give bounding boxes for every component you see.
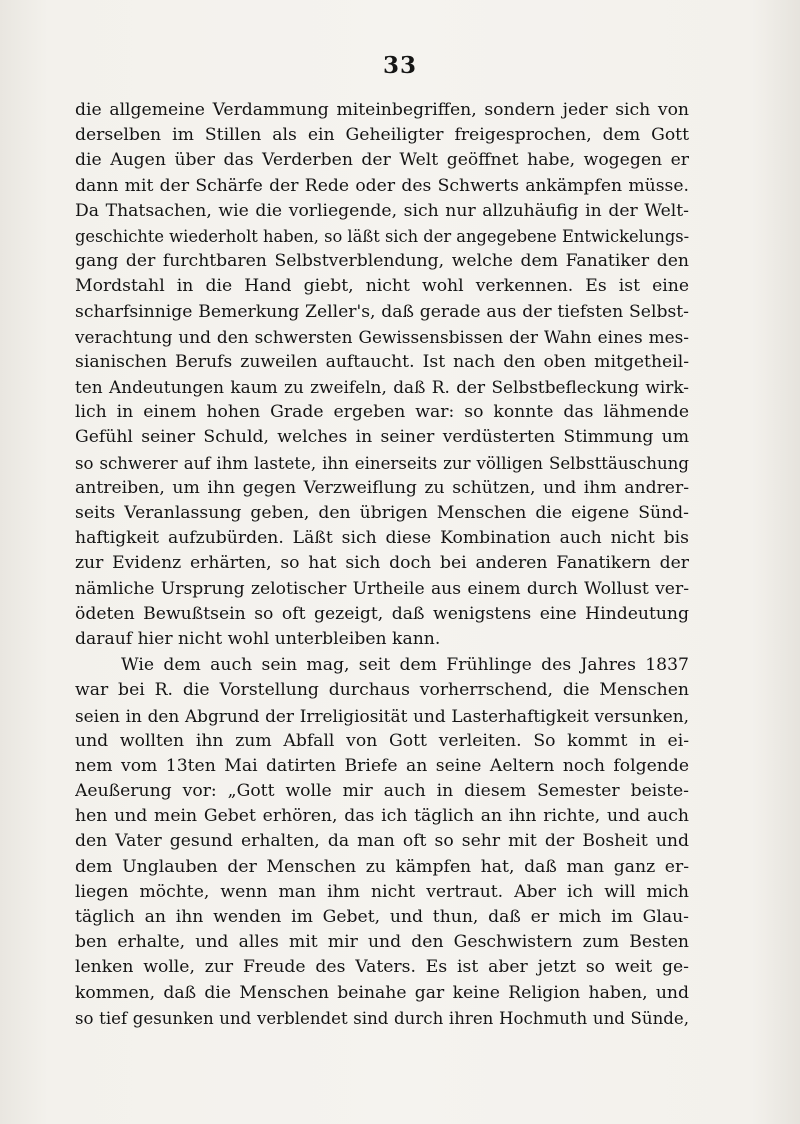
text-line: Mordstahl in die Hand giebt, nicht wohl verkennen. Es ist eine	[75, 276, 689, 297]
text-line: sianischen Berufs zuweilen auftaucht. Ist nach den oben mitgetheil-	[75, 351, 689, 372]
text-line: ödeten Bewußtsein so oft gezeigt, daß wenigstens eine Hindeutung	[75, 603, 689, 624]
text-line: derselben im Stillen als ein Geheiligter freigesprochen, dem Gott	[75, 125, 689, 146]
text-line: so tief gesunken und verblendet sind durch ihren Hochmuth und Sünde,	[75, 1008, 689, 1028]
text-line: hen und mein Gebet erhören, das ich täglich an ihn richte, und auch	[75, 806, 689, 827]
text-line: dem Unglauben der Menschen zu kämpfen hat, daß man ganz er-	[75, 856, 689, 877]
text-line: scharfsinnige Bemerkung Zeller's, daß gerade aus der tiefsten Selbst-	[75, 301, 689, 322]
text-line: den Vater gesund erhalten, da man oft so sehr mit der Bosheit und	[75, 831, 689, 852]
body-text	[75, 98, 689, 1031]
text-line: ben erhalte, und alles mit mir und den Geschwistern zum Besten	[75, 932, 689, 953]
text-line: seien in den Abgrund der Irreligiosität und Lasterhaftigkeit versunken,	[75, 705, 689, 726]
text-line: die allgemeine Verdammung miteinbegriffen, sondern jeder sich von	[75, 100, 689, 120]
text-line: seits Veranlassung geben, den übrigen Menschen die eigene Sünd-	[75, 503, 689, 523]
text-line: gang der furchtbaren Selbstverblendung, welche dem Fanatiker den	[75, 251, 689, 272]
text-line: Gefühl seiner Schuld, welches in seiner verdüsterten Stimmung um	[75, 427, 689, 448]
text-line: Wie dem auch sein mag, seit dem Frühlinge des Jahres 1837	[121, 655, 689, 676]
text-line: die Augen über das Verderben der Welt geöffnet habe, wogegen er	[75, 150, 689, 171]
text-line: ten Andeutungen kaum zu zweifeln, daß R. der Selbstbefleckung wirk-	[75, 377, 689, 398]
text-line: verachtung und den schwersten Gewissensbissen der Wahn eines mes-	[75, 326, 689, 347]
paragraph	[75, 98, 689, 652]
text-line: antreiben, um ihn gegen Verzweiflung zu schützen, und ihm andrer-	[75, 477, 689, 498]
text-line: lenken wolle, zur Freude des Vaters. Es ist aber jetzt so weit ge-	[75, 957, 689, 978]
text-line: nämliche Ursprung zelotischer Urtheile aus einem durch Wollust ver-	[75, 578, 689, 599]
text-line: lich in einem hohen Grade ergeben war: so konnte das lähmende	[75, 402, 689, 423]
text-line: haftigkeit aufzubürden. Läßt sich diese Kombination auch nicht bis	[75, 528, 689, 549]
text-line: nem vom 13ten Mai datirten Briefe an seine Aeltern noch folgende	[75, 755, 689, 776]
paragraph	[75, 653, 689, 1031]
text-line: darauf hier nicht wohl unterbleiben kann.	[75, 628, 441, 649]
text-line: geschichte wiederholt haben, so läßt sich der angegebene Entwickelungs-	[75, 226, 689, 246]
text-line: so schwerer auf ihm lastete, ihn einerseits zur völligen Selbsttäuschung	[75, 453, 689, 473]
text-line: dann mit der Schärfe der Rede oder des Schwerts ankämpfen müsse.	[75, 175, 689, 196]
text-line: Da Thatsachen, wie die vorliegende, sich nur allzuhäufig in der Welt-	[75, 200, 689, 221]
text-line: liegen möchte, wenn man ihm nicht vertraut. Aber ich will mich	[75, 881, 689, 902]
page-number: 33	[382, 52, 417, 79]
text-line: und wollten ihn zum Abfall von Gott verleiten. So kommt in ei-	[75, 730, 689, 751]
text-line: zur Evidenz erhärten, so hat sich doch bei anderen Fanatikern der	[75, 553, 689, 574]
text-line: Aeußerung vor: „Gott wolle mir auch in diesem Semester beiste-	[75, 781, 689, 802]
text-line: täglich an ihn wenden im Gebet, und thun, daß er mich im Glau-	[75, 907, 689, 927]
text-line: war bei R. die Vorstellung durchaus vorherrschend, die Menschen	[75, 680, 689, 701]
text-line: kommen, daß die Menschen beinahe gar keine Religion haben, und	[75, 982, 689, 1003]
